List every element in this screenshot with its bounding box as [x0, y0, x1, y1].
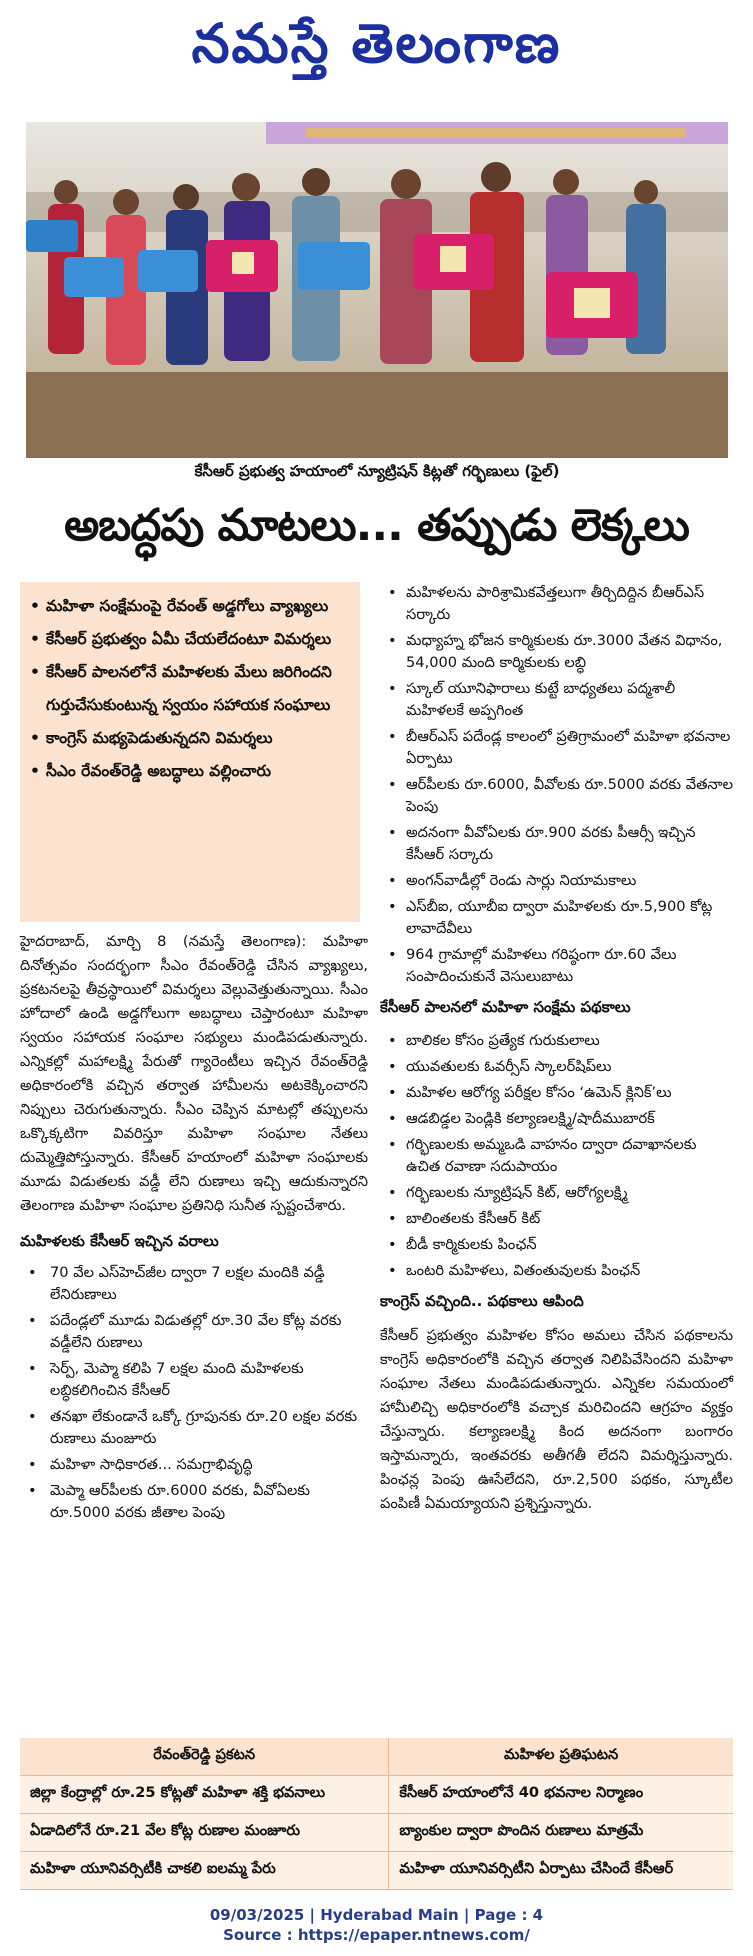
highlight-item: • సీఎం రేవంత్‌రెడ్డి అబద్ధాలు వల్లించారు	[28, 755, 352, 788]
benefit-item: • సెర్ప్, మెప్మా కలిపి 7 లక్షల మంది మహిళలకు లబ్ధికలిగించిన కేసీఆర్	[20, 1358, 368, 1402]
highlight-item: • కేసీఆర్ పాలనలోనే మహిళలకు మేలు జరిగిందని గుర్తుచేసుకుంటున్న స్వయం సహాయక సంఘాలు	[28, 656, 352, 722]
response-cell: బ్యాంకుల ద్వారా పొందిన రుణాలు మాత్రమే	[389, 1814, 733, 1852]
scheme-item: • మహిళల ఆరోగ్య పరీక్షల కోసం ‘ఉమెన్ క్లినిక్’లు	[380, 1082, 733, 1104]
benefit-item: • మహిళా సాధికారత... సమగ్రాభివృద్ధి	[20, 1454, 368, 1476]
benefit-item: • తనఖా లేకుండానే ఒక్కో గ్రూపునకు రూ.20 లక్షల వరకు రుణాలు మంజూరు	[20, 1406, 368, 1450]
headline: అబద్ధపు మాటలు... తప్పుడు లెక్కలు	[64, 500, 689, 551]
kcr-schemes-heading: కేసీఆర్ పాలనలో మహిళా సంక్షేమ పథకాలు	[380, 998, 631, 1016]
footer-source-link[interactable]: Source : https://epaper.ntnews.com/	[223, 1926, 530, 1944]
photo-caption: కేసీఆర్ ప్రభుత్వ హయాంలో న్యూట్రిషన్ కిట్లతో గర్భిణులు (ఫైల్)	[194, 462, 560, 480]
masthead	[0, 0, 753, 100]
achievement-item: • స్కూల్ యూనిఫారాలు కుట్టే బాధ్యతలు పద్మశాలీ మహిళలకే అప్పగింత	[380, 678, 733, 722]
table-row	[20, 1852, 733, 1890]
scheme-item: • ఆడబిడ్డల పెండ్లికి కల్యాణలక్ష్మి/షాదీముబారక్	[380, 1108, 733, 1130]
column-header-claim: రేవంత్‌రెడ్డి ప్రకటన	[20, 1738, 389, 1776]
highlight-item: • కాంగ్రెస్ మభ్యపెడుతున్నదని విమర్శలు	[28, 722, 352, 755]
response-cell: కేసీఆర్ హయాంలోనే 40 భవనాల నిర్మాణం	[389, 1776, 733, 1814]
table-row	[20, 1776, 733, 1814]
achievement-item: • ఆర్‌పీలకు రూ.6000, వీవోలకు రూ.5000 వరకు వేతనాల పెంపు	[380, 774, 733, 818]
claim-cell: మహిళా యూనివర్సిటీకి చాకలి ఐలమ్మ పేరు	[20, 1852, 389, 1890]
response-cell: మహిళా యూనివర్సిటీని ఏర్పాటు చేసిందే కేసీఆర్	[389, 1852, 733, 1890]
claim-cell: ఏడాదిలోనే రూ.21 వేల కోట్ల రుణాల మంజూరు	[20, 1814, 389, 1852]
achievement-item: • అదనంగా వీవోఏలకు రూ.900 వరకు పీఆర్సీ ఇచ్చిన కేసీఆర్ సర్కారు	[380, 822, 733, 866]
achievements-list	[380, 582, 733, 988]
table-row	[20, 1814, 733, 1852]
scheme-item: • బీడీ కార్మికులకు పింఛన్	[380, 1234, 733, 1256]
kcr-benefits-list	[20, 1262, 368, 1524]
achievement-item: • అంగన్‌వాడీల్లో రెండు సార్లు నియామకాలు	[380, 870, 733, 892]
scheme-item: • బాలింతలకు కేసీఆర్ కిట్	[380, 1208, 733, 1230]
scheme-item: • ఒంటరి మహిళలు, వితంతువులకు పింఛన్	[380, 1260, 733, 1282]
kcr-schemes-list	[380, 1030, 733, 1282]
achievement-item: • బీఆర్ఎస్ పదేండ్ల కాలంలో ప్రతిగ్రామంలో మహిళా భవనాల ఏర్పాటు	[380, 726, 733, 770]
newspaper-logo: నమస్తే తెలంగాణ	[191, 11, 562, 75]
comparison-table	[20, 1738, 733, 1890]
highlight-item: • కేసీఆర్ ప్రభుత్వం ఏమీ చేయలేదంటూ విమర్శలు	[28, 623, 352, 656]
column-header-response: మహిళల ప్రతిఘటన	[389, 1738, 733, 1776]
highlight-item: • మహిళా సంక్షేమంపై రేవంత్ అడ్డగోలు వ్యాఖ్యలు	[28, 590, 352, 623]
achievement-item: • మహిళలను పారిశ్రామికవేత్తలుగా తీర్చిదిద్దిన బీఆర్ఎస్ సర్కారు	[380, 582, 733, 626]
kcr-benefits-heading: మహిళలకు కేసీఆర్ ఇచ్చిన వరాలు	[20, 1232, 219, 1250]
congress-heading: కాంగ్రెస్ వచ్చింది.. పథకాలు ఆపింది	[380, 1292, 584, 1310]
footer	[0, 1905, 753, 1945]
scheme-item: • యువతులకు ఓవర్సీస్ స్కాలర్‌షిప్‌లు	[380, 1056, 733, 1078]
highlights-list	[28, 590, 352, 788]
highlights-box	[20, 582, 360, 922]
news-photo	[26, 122, 728, 458]
achievement-item: • 964 గ్రామాల్లో మహిళలు గరిష్ఠంగా రూ.60 వేలు సంపాదించుకునే వెసులుబాటు	[380, 944, 733, 988]
left-column	[20, 930, 368, 1528]
benefit-item: • పదేండ్లలో మూడు విడుతల్లో రూ.30 వేల కోట్ల వరకు వడ్డీలేని రుణాలు	[20, 1310, 368, 1354]
footer-date-line: 09/03/2025 | Hyderabad Main | Page : 4	[209, 1906, 544, 1924]
achievement-item: • మధ్యాహ్న భోజన కార్మికులకు రూ.3000 వేతన విధానం, 54,000 మంది కార్మికులకు లబ్ధి	[380, 630, 733, 674]
photo-illustration	[26, 122, 728, 458]
scheme-item: • గర్భిణులకు అమ్మఒడి వాహనం ద్వారా దవాఖానలకు ఉచిత రవాణా సదుపాయం	[380, 1134, 733, 1178]
scheme-item: • గర్భిణులకు న్యూట్రిషన్ కిట్, ఆరోగ్యలక్ష్మి	[380, 1182, 733, 1204]
claim-cell: జిల్లా కేంద్రాల్లో రూ.25 కోట్లతో మహిళా శక్తి భవనాలు	[20, 1776, 389, 1814]
table-header-row	[20, 1738, 733, 1776]
scheme-item: • బాలికల కోసం ప్రత్యేక గురుకులాలు	[380, 1030, 733, 1052]
benefit-item: • 70 వేల ఎస్‌హెచ్‌జీల ద్వారా 7 లక్షల మందికి వడ్డీ లేనిరుణాలు	[20, 1262, 368, 1306]
benefit-item: • మెప్మా ఆర్‌పీలకు రూ.6000 వరకు, వీవోఏలకు రూ.5000 వరకు జీతాల పెంపు	[20, 1480, 368, 1524]
intro-paragraph: హైదరాబాద్, మార్చి 8 (నమస్తే తెలంగాణ): మహిళా దినోత్సవం సందర్భంగా సీఎం రేవంత్‌రెడ్డి చేసిన వ్యాఖ్యలు, ప్రకటనలపై తీవ్రస్థాయిలో విమర్శలు వెల్లువెత్తుతున్నాయి. సీఎం హోదాలో ఉండి అడ్డగోలుగా అబద్ధాలు చెప్తారంటూ మహిళా స్వయం సహాయక సంఘాల సభ్యులు మండిపడుతున్నారు. ఎన్నికల్లో మహాలక్ష్మి పేరుతో గ్యారెంటీలు ఇచ్చిన రేవంత్‌రెడ్డి అధికారంలోకి వచ్చిన తర్వాత హామీలను అటకెక్కించారని నిప్పులు చెరుగుతున్నారు. సీఎం చెప్పిన మాటల్లో తప్పులను ఒక్కొక్కటిగా వివరిస్తూ మహిళా సంఘాల నేతలు దుమ్మెత్తిపోస్తున్నారు. కేసీఆర్ హయాంలో మహిళా సంఘాలకు మూడు విడుతలకు వడ్డీ లేని రుణాలు ఇచ్చి ఆదుకున్నారని తెలంగాణ మహిళా సంఘాల ప్రతినిధి సునీత స్పష్టంచేశారు.	[20, 933, 368, 1214]
achievement-item: • ఎస్‌బీఐ, యూబీఐ ద్వారా మహిళలకు రూ.5,900 కోట్ల లావాదేవీలు	[380, 896, 733, 940]
congress-paragraph: కేసీఆర్ ప్రభుత్వం మహిళల కోసం అమలు చేసిన పథకాలను కాంగ్రెస్ అధికారంలోకి వచ్చిన తర్వాత నిలిపివేసిందని మహిళా సంఘాల నేతలు మండిపడుతున్నారు. ఎన్నికల సమయంలో హామీలిచ్చి అధికారంలోకి వచ్చాక మరిచిందని ఆగ్రహం వ్యక్తం చేస్తున్నారు. కల్యాణలక్ష్మి కింద అదనంగా బంగారం ఇస్తామన్నారు, ఇంతవరకు అతీగతీ లేదని విమర్శిస్తున్నారు. పింఛన్ల పెంపు ఊసేలేదని, రూ.2,500 పథకం, స్కూటీల పంపిణీ ఏమయ్యాయని ప్రశ్నిస్తున్నారు.	[380, 1327, 733, 1512]
right-column	[380, 582, 733, 1516]
